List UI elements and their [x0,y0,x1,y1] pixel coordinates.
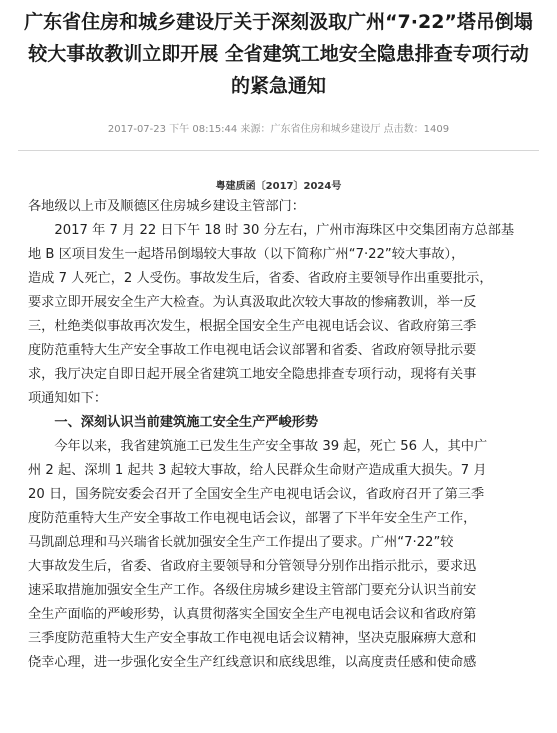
body-line: 要求立即开展安全生产大检查。为认真汲取此次较大事故的惨痛教训，举一反 [28,295,477,310]
title-line-3: 的紧急通知 [230,75,326,97]
title-line-2: 较大事故教训立即开展 全省建筑工地安全隐患排查专项行动 [28,43,529,65]
article-body [28,195,534,675]
body-line: 三，杜绝类似事故再次发生，根据全国安全生产电视电话会议、省政府第三季 [28,319,477,334]
body-line: 度防范重特大生产安全事故工作电视电话会议部署和省委、省政府领导批示要 [28,343,477,358]
header-divider [18,150,539,151]
body-line: 地 B 区项目发生一起塔吊倒塌较大事故（以下简称广州“7·22”较大事故）， [28,247,465,262]
body-line: 侥幸心理，进一步强化安全生产红线意识和底线思维，以高度责任感和使命感 [28,655,477,670]
addressee-line: 各地级以上市及顺德区住房城乡建设主管部门： [28,199,305,214]
body-line: 全生产面临的严峻形势，认真贯彻落实全国安全生产电视电话会议和省政府第 [28,607,477,622]
body-line: 20 日，国务院安委会召开了全国安全生产电视电话会议，省政府召开了第三季 [28,487,485,502]
body-line: 马凯副总理和马兴瑞省长就加强安全生产工作提出了要求。广州“7·22”较 [28,535,454,550]
body-line: 项通知如下： [28,391,108,406]
article-meta: 2017-07-23 下午 08:15:44 来源：广东省住房和城乡建设厅 点击数：1409 [107,124,450,135]
body-line: 度防范重特大生产安全事故工作电视电话会议，部署了下半年安全生产工作， [28,511,477,526]
body-line: 大事故发生后，省委、省政府主要领导和分管领导分别作出指示批示，要求迅 [28,559,477,574]
body-line: 造成 7 人死亡，2 人受伤。事故发生后，省委、省政府主要领导作出重要批示， [28,271,493,286]
body-line: 求，我厅决定自即日起开展全省建筑工地安全隐患排查专项行动，现将有关事 [28,367,477,382]
body-line: 州 2 起、深圳 1 起共 3 起较大事故，给人民群众生命财产造成重大损失。7 月 [28,463,487,478]
body-line: 2017 年 7 月 22 日下午 18 时 30 分左右，广州市海珠区中交集团南方总部基 [28,223,515,238]
body-line: 今年以来，我省建筑施工已发生生产安全事故 39 起，死亡 56 人，其中广 [28,439,488,454]
section-heading-1: 一、深刻认识当前建筑施工安全生产严峻形势 [28,415,319,430]
body-line: 三季度防范重特大生产安全事故工作电视电话会议精神，坚决克服麻痹大意和 [28,631,477,646]
article-title [0,6,557,102]
body-line: 速采取措施加强安全生产工作。各级住房城乡建设主管部门要充分认识当前安 [28,583,477,598]
document-number: 粤建质函〔2017〕2024号 [215,181,342,192]
title-line-1: 广东省住房和城乡建设厅关于深刻汲取广州“7·22”塔吊倒塌 [24,11,533,33]
